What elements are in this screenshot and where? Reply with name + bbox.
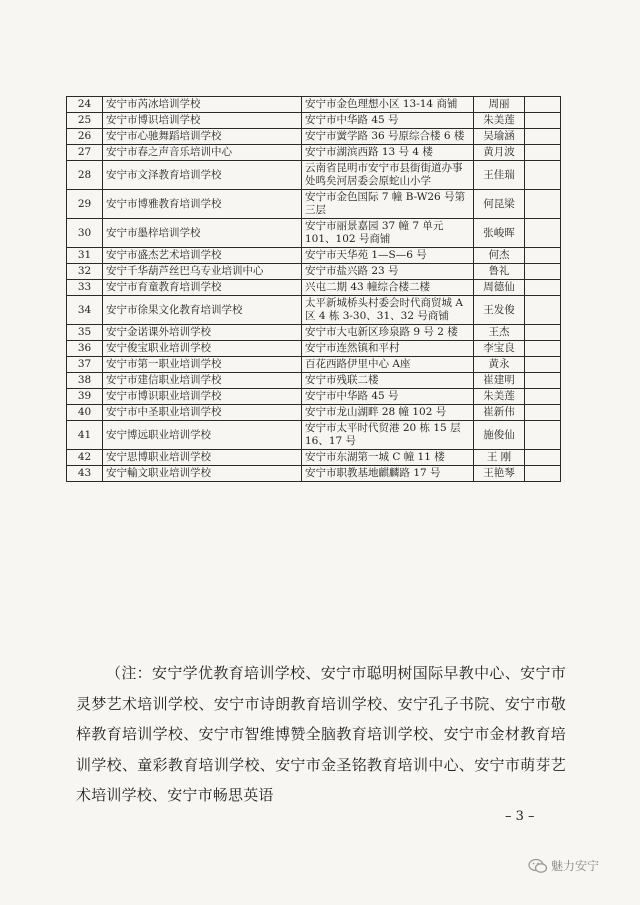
row-number-cell: 30 — [67, 219, 103, 248]
address-cell: 百花西路伊里中心 A座 — [302, 357, 474, 373]
contact-cell: 施俊仙 — [474, 421, 525, 450]
contact-cell: 王佳瑞 — [474, 161, 525, 190]
empty-cell — [525, 129, 561, 145]
row-number-cell: 32 — [67, 264, 103, 280]
empty-cell — [525, 190, 561, 219]
row-number-cell: 37 — [67, 357, 103, 373]
row-number-cell: 38 — [67, 373, 103, 389]
table-row — [67, 405, 561, 421]
watermark-label: 魅力安宁 — [551, 859, 600, 873]
table-row — [67, 264, 561, 280]
row-number-cell: 39 — [67, 389, 103, 405]
contact-cell: 朱美莲 — [474, 389, 525, 405]
address-cell: 安宁市湖滨西路 13 号 4 楼 — [302, 145, 474, 161]
contact-cell: 朱美莲 — [474, 113, 525, 129]
row-number-cell: 36 — [67, 341, 103, 357]
contact-cell: 崔新伟 — [474, 405, 525, 421]
school-name-cell: 安宁市第一职业培训学校 — [103, 357, 302, 373]
empty-cell — [525, 389, 561, 405]
address-cell: 安宁市黉学路 36 号原综合楼 6 楼 — [302, 129, 474, 145]
empty-cell — [525, 280, 561, 296]
address-cell: 兴屯二期 43 幢综合楼二楼 — [302, 280, 474, 296]
table-row — [67, 421, 561, 450]
contact-cell: 王杰 — [474, 325, 525, 341]
address-cell: 安宁市龙山湖畔 28 幢 102 号 — [302, 405, 474, 421]
contact-cell: 何昆梁 — [474, 190, 525, 219]
table-row — [67, 341, 561, 357]
wechat-icon — [528, 858, 548, 874]
empty-cell — [525, 357, 561, 373]
address-cell: 安宁市大屯新区珍泉路 9 号 2 楼 — [302, 325, 474, 341]
table-row — [67, 113, 561, 129]
table-row — [67, 296, 561, 325]
address-cell: 安宁市连然镇和平村 — [302, 341, 474, 357]
contact-cell: 周德仙 — [474, 280, 525, 296]
school-name-cell: 安宁市春之声音乐培训中心 — [103, 145, 302, 161]
table-body — [67, 97, 561, 482]
row-number-cell: 24 — [67, 97, 103, 113]
address-cell: 安宁市盐兴路 23 号 — [302, 264, 474, 280]
address-cell: 安宁市天华苑 1—S—6 号 — [302, 248, 474, 264]
empty-cell — [525, 405, 561, 421]
row-number-cell: 33 — [67, 280, 103, 296]
address-cell: 安宁市残联二楼 — [302, 373, 474, 389]
row-number-cell: 34 — [67, 296, 103, 325]
table-row — [67, 97, 561, 113]
address-cell: 太平新城桥头村委会时代商贸城 A 区 4 栋 3-30、31、32 号商铺 — [302, 296, 474, 325]
school-name-cell: 安宁千华葫芦丝巴乌专业培训中心 — [103, 264, 302, 280]
empty-cell — [525, 248, 561, 264]
school-name-cell: 安宁博远职业培训学校 — [103, 421, 302, 450]
row-number-cell: 25 — [67, 113, 103, 129]
table-row — [67, 357, 561, 373]
address-cell: 安宁市金色国际 7 幢 B-W26 号第三层 — [302, 190, 474, 219]
row-number-cell: 28 — [67, 161, 103, 190]
empty-cell — [525, 325, 561, 341]
school-name-cell: 安宁市墨梓培训学校 — [103, 219, 302, 248]
table-row — [67, 280, 561, 296]
school-name-cell: 安宁輸文职业培训学校 — [103, 466, 302, 482]
table-row — [67, 161, 561, 190]
watermark — [528, 857, 599, 874]
school-name-cell: 安宁思博职业培训学校 — [103, 450, 302, 466]
row-number-cell: 31 — [67, 248, 103, 264]
empty-cell — [525, 421, 561, 450]
empty-cell — [525, 341, 561, 357]
row-number-cell: 35 — [67, 325, 103, 341]
page-number: – 3 – — [505, 809, 535, 824]
table-row — [67, 389, 561, 405]
contact-cell: 吴瑜涵 — [474, 129, 525, 145]
row-number-cell: 27 — [67, 145, 103, 161]
table-row — [67, 466, 561, 482]
address-cell: 云南省昆明市安宁市县街街道办事处鸣矣河居委会原蛇山小学 — [302, 161, 474, 190]
contact-cell: 王艳琴 — [474, 466, 525, 482]
table-row — [67, 145, 561, 161]
contact-cell: 黄永 — [474, 357, 525, 373]
table-row — [67, 373, 561, 389]
empty-cell — [525, 113, 561, 129]
empty-cell — [525, 373, 561, 389]
empty-cell — [525, 264, 561, 280]
contact-cell: 张峻晖 — [474, 219, 525, 248]
row-number-cell: 29 — [67, 190, 103, 219]
address-cell: 安宁市中华路 45 号 — [302, 389, 474, 405]
school-name-cell: 安宁市文泽教育培训学校 — [103, 161, 302, 190]
row-number-cell: 43 — [67, 466, 103, 482]
contact-cell: 何杰 — [474, 248, 525, 264]
school-name-cell: 安宁市心驰舞蹈培训学校 — [103, 129, 302, 145]
empty-cell — [525, 450, 561, 466]
school-name-cell: 安宁市盛杰艺术培训学校 — [103, 248, 302, 264]
row-number-cell: 26 — [67, 129, 103, 145]
school-name-cell: 安宁市博识培训学校 — [103, 113, 302, 129]
school-name-cell: 安宁市博识职业培训学校 — [103, 389, 302, 405]
address-cell: 安宁市中华路 45 号 — [302, 113, 474, 129]
table-row — [67, 248, 561, 264]
school-list-table — [66, 96, 561, 482]
contact-cell: 崔建明 — [474, 373, 525, 389]
contact-cell: 黄月波 — [474, 145, 525, 161]
school-name-cell: 安宁市育童教育培训学校 — [103, 280, 302, 296]
address-cell: 安宁市丽景嘉园 37 幢 7 单元 101、102 号商铺 — [302, 219, 474, 248]
row-number-cell: 42 — [67, 450, 103, 466]
table-row — [67, 190, 561, 219]
empty-cell — [525, 97, 561, 113]
empty-cell — [525, 466, 561, 482]
empty-cell — [525, 145, 561, 161]
address-cell: 安宁市金色理想小区 13-14 商铺 — [302, 97, 474, 113]
row-number-cell: 40 — [67, 405, 103, 421]
empty-cell — [525, 161, 561, 190]
contact-cell: 鲁礼 — [474, 264, 525, 280]
contact-cell: 周丽 — [474, 97, 525, 113]
table-row — [67, 129, 561, 145]
address-cell: 安宁市职教基地麒麟路 17 号 — [302, 466, 474, 482]
empty-cell — [525, 219, 561, 248]
row-number-cell: 41 — [67, 421, 103, 450]
school-name-cell: 安宁市徐果文化教育培训学校 — [103, 296, 302, 325]
school-name-cell: 安宁市建信职业培训学校 — [103, 373, 302, 389]
address-cell: 安宁市太平时代贸港 20 栋 15 层 16、17 号 — [302, 421, 474, 450]
contact-cell: 王 刚 — [474, 450, 525, 466]
school-name-cell: 安宁市芮冰培训学校 — [103, 97, 302, 113]
contact-cell: 李宝良 — [474, 341, 525, 357]
empty-cell — [525, 296, 561, 325]
school-name-cell: 安宁金诺课外培训学校 — [103, 325, 302, 341]
contact-cell: 王发俊 — [474, 296, 525, 325]
table-row — [67, 450, 561, 466]
table-row — [67, 325, 561, 341]
school-name-cell: 安宁市中圣职业培训学校 — [103, 405, 302, 421]
school-name-cell: 安宁俊宝职业培训学校 — [103, 341, 302, 357]
school-name-cell: 安宁市博雅教育培训学校 — [103, 190, 302, 219]
address-cell: 安宁市东湖第一城 C 幢 11 楼 — [302, 450, 474, 466]
note-paragraph: （注：安宁学优教育培训学校、安宁市聪明树国际早教中心、安宁市灵梦艺术培训学校、安宁市诗朗教育培训学校、安宁孔子书院、安宁市敬梓教育培训学校、安宁市智维博赞全脑教育培训学校、安宁市金材教育培训学校、童彩教育培训学校、安宁市金圣铭教育培训中心、安宁市萌芽艺术培训学校、安宁市畅思英语 — [76, 664, 566, 804]
table-row — [67, 219, 561, 248]
